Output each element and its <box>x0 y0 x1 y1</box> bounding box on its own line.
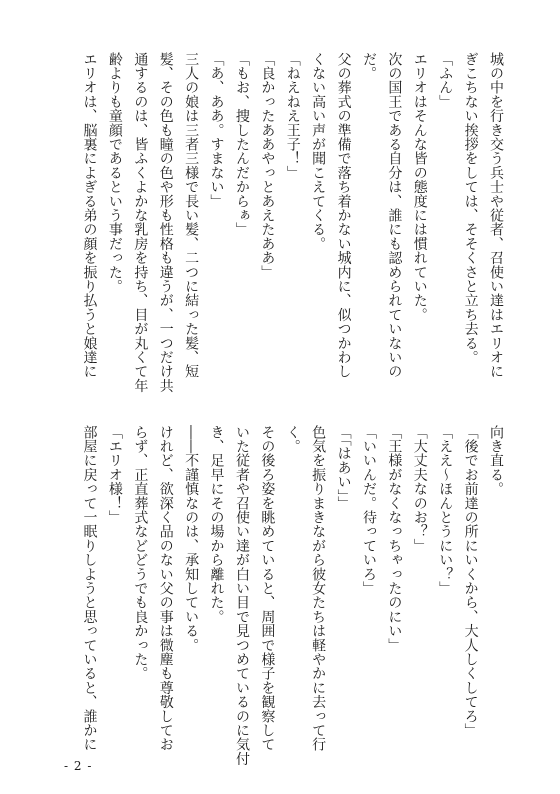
text-line: ぎこちない挨拶をしては、そそくさと立ち去る。 <box>462 52 479 365</box>
text-line: いた従者や召使い達が白い目で見つめているのに気付 <box>233 425 250 766</box>
text-line: 「あ、ああ。すまない」 <box>208 52 225 209</box>
text-line: 「大丈夫なのお？」 <box>411 425 428 553</box>
text-line: 部屋に戻って一眠りしようと思っていると、誰かに <box>81 425 98 752</box>
text-line: 「ふん」 <box>437 52 454 109</box>
text-line: 次の国王である自分は、誰にも認められていないの <box>386 52 403 379</box>
text-line: く。 <box>284 425 301 454</box>
text-line: その後ろ姿を眺めていると、周囲で様子を観察して <box>259 425 276 752</box>
text-line: 通するのは、皆ふくよかな乳房を持ち、目が丸くて年 <box>132 52 149 393</box>
text-line: 向き直る。 <box>488 425 504 496</box>
text-line: 「もお、捜したんだからぁ」 <box>233 52 250 237</box>
text-line: 「王様がなくなっちゃったのにい」 <box>386 425 403 653</box>
text-line: 「良かったああやっとあえたああ」 <box>259 52 276 280</box>
text-line: 「ええ～ほんとうにい？」 <box>437 425 454 596</box>
text-line: エリオはそんな皆の態度には慣れていた。 <box>411 52 428 322</box>
text-line: 「「はあい」」 <box>335 425 352 511</box>
text-line: けれど、欲深く品のない父の事は微塵も尊敬してお <box>157 425 174 752</box>
text-line: 「エリオ様！」 <box>106 425 123 525</box>
text-line: エリオは、脳裏によぎる弟の顔を振り払うと娘達に <box>81 52 98 379</box>
text-line: くない高い声が聞こえてくる。 <box>310 52 327 251</box>
text-block-bottom <box>76 425 508 766</box>
text-line: 「後でお前達の所にいくから、大人しくしてろ」 <box>462 425 479 738</box>
text-line: き、足早にその場から離れた。 <box>208 425 225 624</box>
text-line: 髪、その色も瞳の色や形も性格も違うが、一つだけ共 <box>157 52 174 393</box>
text-line: 「ねえねえ王子！」 <box>284 52 301 180</box>
text-line: ――不謹慎なのは、承知している。 <box>183 425 200 653</box>
text-line: 「いいんだ。待っていろ」 <box>360 425 377 596</box>
text-line: 齢よりも童顔であるという事だった。 <box>106 52 123 294</box>
text-line: だ。 <box>360 52 377 81</box>
text-line: 城の中を行き交う兵士や従者、召使い達はエリオに <box>488 52 504 379</box>
text-block-top <box>76 52 508 393</box>
text-line: 父の葬式の準備で落ち着かない城内に、似つかわし <box>335 52 352 379</box>
text-line: らず、正直葬式などどうでも良かった。 <box>132 425 149 681</box>
text-line: 色気を振りまきながら彼女たちは軽やかに去って行 <box>310 425 327 752</box>
page-number: - 2 - <box>64 759 93 773</box>
text-line: 三人の娘は三者三様で長い髪、二つに結った髪、短 <box>183 52 200 379</box>
